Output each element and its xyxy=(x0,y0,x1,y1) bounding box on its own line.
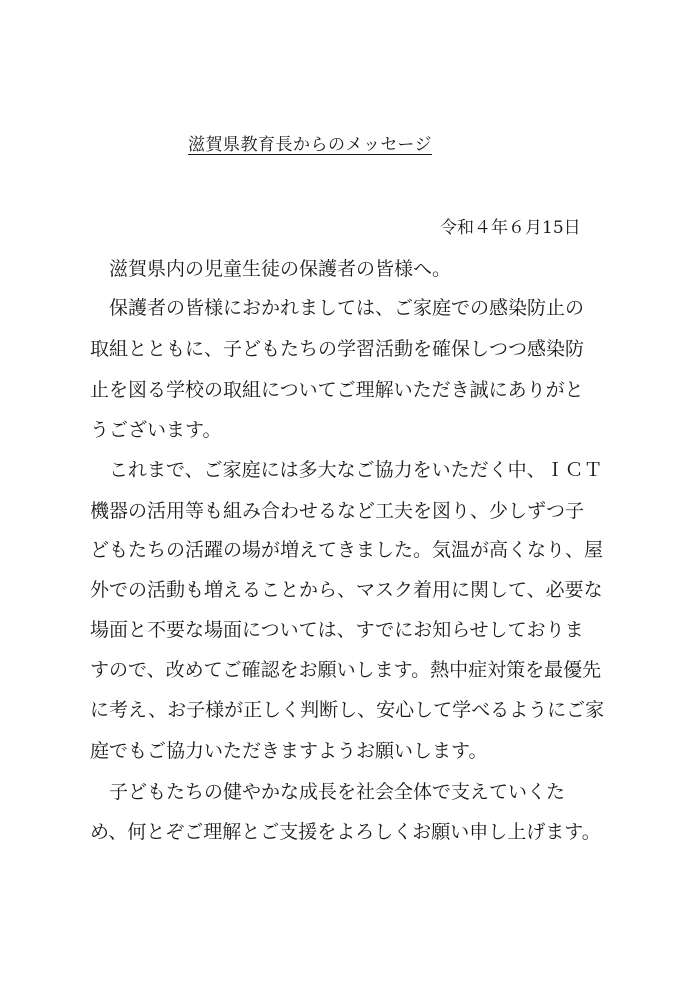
body-line: すので、改めてご確認をお願いします。熱中症対策を最優先 xyxy=(90,659,602,681)
body-line: うございます。 xyxy=(90,419,222,441)
body-line: 外での活動も増えることから、マスク着用に関して、必要な xyxy=(90,579,603,601)
document-title: 滋賀県教育長からのメッセージ xyxy=(188,135,432,155)
body-line: 保護者の皆様におかれましては、ご家庭での感染防止の xyxy=(90,297,585,319)
body-line: 滋賀県内の児童生徒の保護者の皆様へ。 xyxy=(90,258,452,280)
body-line: 子どもたちの健やかな成長を社会全体で支えていくた xyxy=(90,781,566,803)
body-line: どもたちの活躍の場が増えてきました。気温が高くなり、屋 xyxy=(90,539,604,561)
body-line: 止を図る学校の取組についてご理解いただき誠にありがと xyxy=(90,379,584,401)
body-line: これまで、ご家庭には多大なご協力をいただく中、ＩＣＴ xyxy=(90,459,603,481)
body-line: 機器の活用等も組み合わせるなど工夫を図り、少しずつ子 xyxy=(90,500,585,522)
body-line: 場面と不要な場面については、すでにお知らせしておりま xyxy=(90,619,584,641)
body-line: に考え、お子様が正しく判断し、安心して学べるようにご家 xyxy=(90,699,605,721)
body-line: め、何とぞご理解とご支援をよろしくお願い申し上げます。 xyxy=(90,821,601,843)
document-date: 令和４年６月15日 xyxy=(440,218,581,238)
body-line: 取組とともに、子どもたちの学習活動を確保しつつ感染防 xyxy=(90,338,585,360)
body-line: 庭でもご協力いただきますようお願いします。 xyxy=(90,740,488,762)
